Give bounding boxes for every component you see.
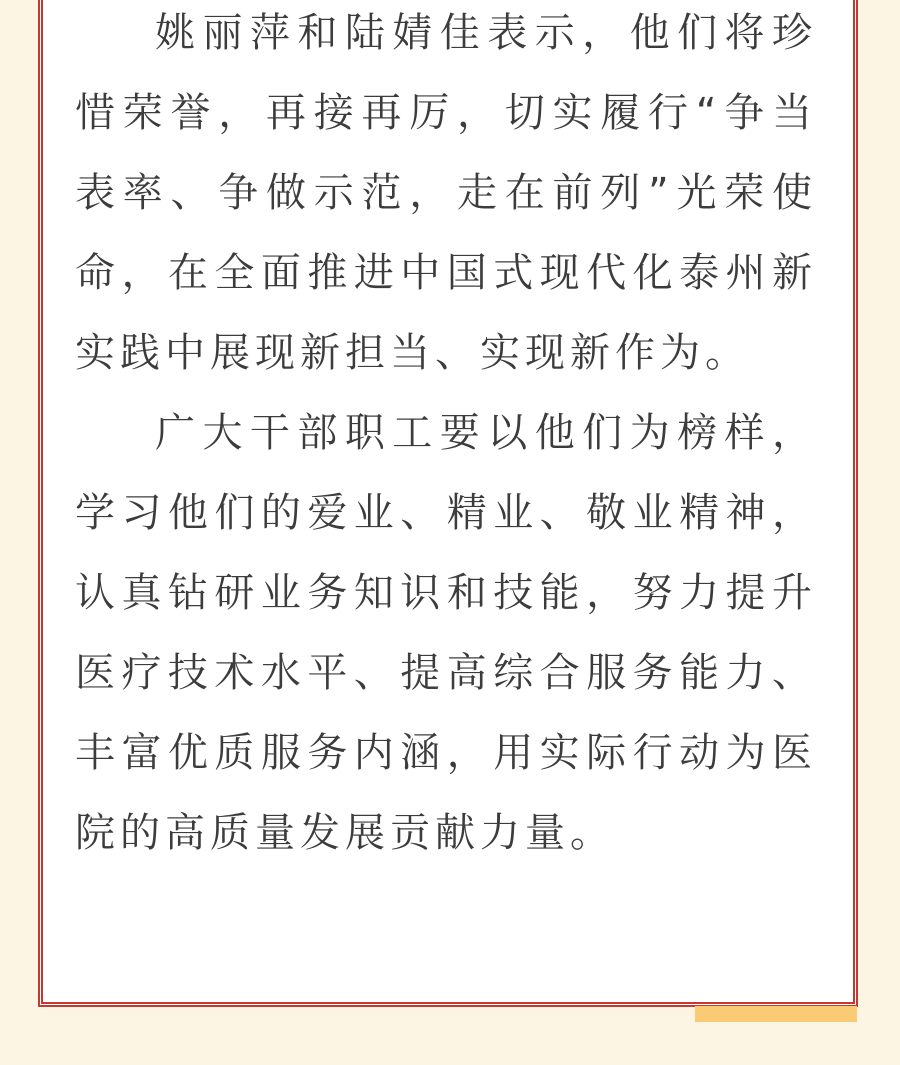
article-frame — [38, 0, 858, 1007]
accent-bar — [695, 1006, 857, 1022]
article-body — [43, 0, 853, 873]
paragraph-1: 姚丽萍和陆婧佳表示，他们将珍惜荣誉，再接再厉，切实履行“争当表率、争做示范，走在前列”光荣使命，在全面推进中国式现代化泰州新实践中展现新担当、实现新作为。 — [75, 10, 817, 376]
paragraph-2: 广大干部职工要以他们为榜样，学习他们的爱业、精业、敬业精神，认真钻研业务知识和技能，努力提升医疗技术水平、提高综合服务能力、丰富优质服务内涵，用实际行动为医院的高质量发展贡献力量。 — [75, 410, 817, 856]
